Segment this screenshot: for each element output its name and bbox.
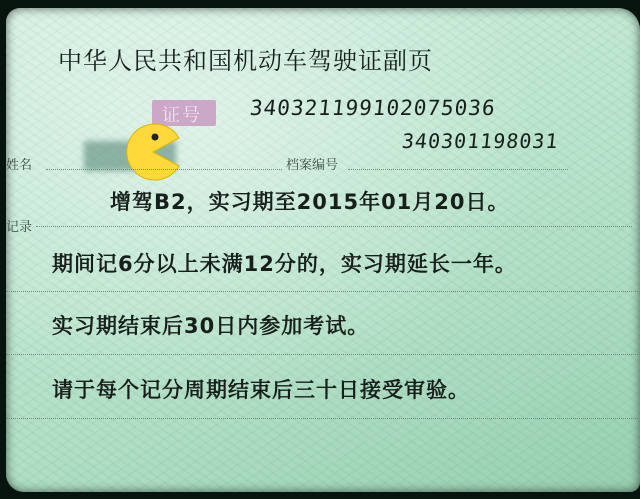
record-divider-4 — [6, 418, 640, 419]
pacman-sticker-icon — [123, 122, 183, 182]
record-label: 记录 — [6, 220, 33, 235]
file-number: 340301198031 — [400, 129, 560, 153]
record-line-3: 实习期结束后30日内参加考试。 — [52, 314, 370, 338]
file-number-label: 档案编号 — [286, 158, 339, 173]
record-line-1: 增驾B2，实习期至2015年01月20日。 — [110, 190, 510, 214]
record-line-2: 期间记6分以上未满12分的，实习期延长一年。 — [52, 252, 517, 276]
document-title: 中华人民共和国机动车驾驶证副页 — [58, 47, 433, 75]
name-label: 姓名 — [6, 158, 33, 173]
record-line-4: 请于每个记分周期结束后三十日接受审验。 — [52, 378, 470, 402]
record-divider-1 — [36, 226, 632, 227]
record-divider-2 — [6, 291, 640, 292]
license-number-label: 证号 — [162, 105, 202, 126]
file-number-underline — [348, 169, 568, 170]
license-number: 340321199102075036 — [248, 96, 497, 120]
license-sub-page-card — [6, 8, 640, 492]
record-divider-3 — [6, 354, 640, 355]
name-underline — [46, 169, 282, 170]
